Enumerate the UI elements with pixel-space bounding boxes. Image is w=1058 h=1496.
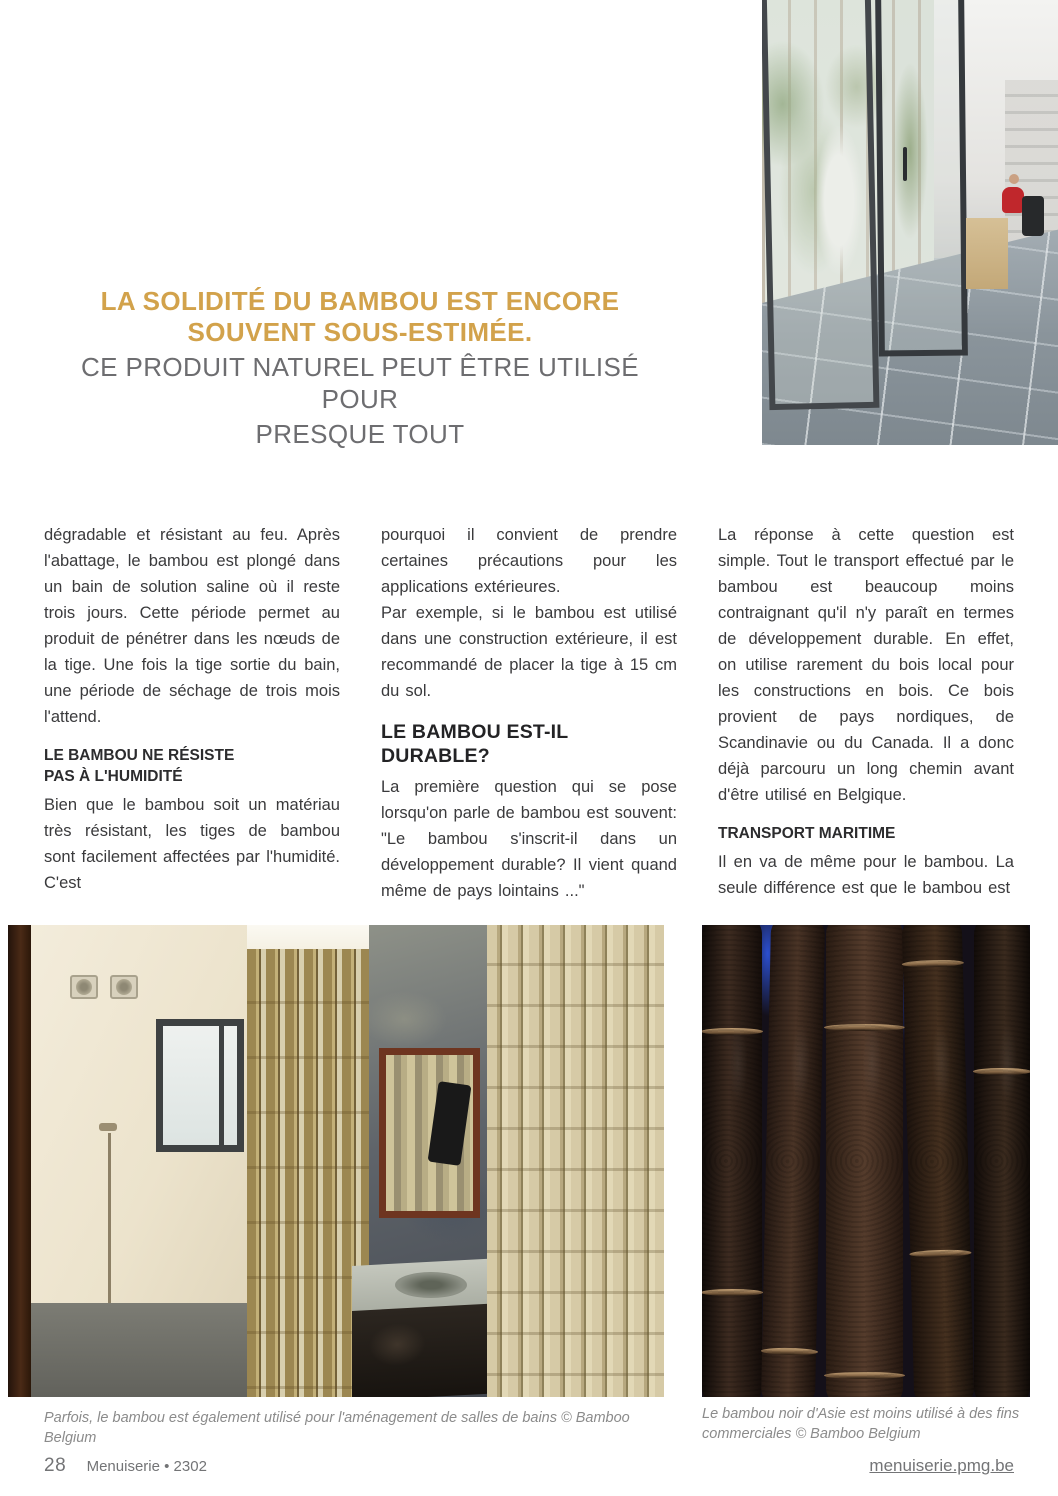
bamboo-node	[824, 1024, 905, 1031]
headline-sub-line2: PRESQUE TOUT	[255, 419, 465, 449]
caption-black-bamboo: Le bambou noir d'Asie est moins utilisé à des fins commerciales © Bamboo Belgium	[702, 1406, 1020, 1442]
subheading-humidity	[44, 745, 340, 787]
bamboo-bathroom-photo	[8, 925, 664, 1397]
paragraph: pourquoi il convient de prendre certaines précautions pour les applications extérieures.	[381, 526, 677, 596]
subheading-line: LE BAMBOU NE RÉSISTE	[44, 747, 235, 764]
headline-accent-line1: LA SOLIDITÉ DU BAMBOU EST ENCORE	[100, 286, 620, 316]
glass-door-panel-right	[876, 0, 969, 356]
bamboo-stalk	[902, 925, 975, 1397]
article-body	[44, 522, 1014, 904]
column-2	[381, 522, 677, 904]
office-chair	[1022, 196, 1044, 236]
paragraph: La réponse à cette question est simple. Tout le transport effectué par le bambou est beaucoup moins contraignant qu'il n'y paraît en termes de développement durable. En effet, on utilise rarement du bois local pour les constructions en bois. Ce bois provient de pays nordiques, de Scandinavie ou du Canada. Il a donc déjà parcouru un long chemin avant d'être utilisé en Belgique.	[718, 526, 1014, 804]
paragraph: dégradable et résistant au feu. Après l'abattage, le bambou est plongé dans un bain de solution saline où il reste trois jours. Cette période permet au produit de pénétrer dans les nœuds de la tige. Une fois la tige sortie du bain, une période de séchage de trois mois l'attend.	[44, 526, 340, 726]
person-in-red	[1002, 187, 1024, 213]
bamboo-wall	[487, 925, 664, 1397]
interior-glass-doors-photo	[762, 0, 1058, 445]
vent-fan	[110, 975, 138, 999]
glass-door-panel-left	[762, 0, 879, 410]
bamboo-node	[761, 1347, 818, 1355]
vent-fan	[70, 975, 98, 999]
bamboo-stalk	[702, 925, 762, 1397]
headline-accent-line2: SOUVENT SOUS-ESTIMÉE.	[187, 317, 533, 347]
bamboo-stalk	[761, 925, 826, 1397]
subheading-line: PAS À L'HUMIDITÉ	[44, 768, 183, 785]
subheading-transport: TRANSPORT MARITIME	[718, 825, 896, 842]
wooden-shelf	[8, 925, 31, 1397]
window	[156, 1019, 245, 1151]
dark-cabinet	[352, 1303, 503, 1397]
mirror	[379, 1048, 481, 1218]
bamboo-node	[910, 1248, 973, 1257]
black-bamboo-photo	[702, 925, 1030, 1397]
bathroom-floor	[31, 1303, 247, 1397]
paragraph: La première question qui se pose lorsqu'on parle de bambou est souvent: "Le bambou s'inscrit-il dans un développement durable? Il vient quand même de pays lointains ..."	[381, 778, 677, 900]
bamboo-node	[973, 1068, 1030, 1075]
paragraph: Il en va de même pour le bambou. La seule différence est que le bambou est	[718, 853, 1014, 897]
person-head	[1009, 174, 1019, 184]
headline-block	[40, 286, 680, 450]
wooden-desk	[966, 218, 1007, 289]
headline-sub-line1: CE PRODUIT NATUREL PEUT ÊTRE UTILISÉ POUR	[80, 352, 640, 414]
sink-basin	[395, 1272, 467, 1298]
column-1	[44, 522, 340, 904]
magazine-issue: Menuiserie • 2302	[86, 1458, 207, 1475]
bamboo-node	[902, 959, 965, 968]
bamboo-node	[824, 1372, 905, 1379]
shower-head	[99, 1123, 117, 1131]
bamboo-stalk	[974, 925, 1030, 1397]
bamboo-node	[702, 1028, 763, 1035]
bamboo-node	[702, 1289, 763, 1296]
section-heading-durable: LE BAMBOU EST-IL DURABLE?	[381, 721, 569, 767]
website-link[interactable]: menuiserie.pmg.be	[869, 1456, 1014, 1475]
footer-left	[44, 1455, 207, 1477]
door-handle	[903, 147, 907, 181]
caption-bathroom: Parfois, le bambou est également utilisé pour l'aménagement de salles de bains © Bamboo Belgium	[44, 1410, 630, 1446]
column-3	[718, 522, 1014, 904]
bamboo-stalk	[826, 925, 904, 1397]
paragraph: Par exemple, si le bambou est utilisé dans une construction extérieure, il est recommandé de placer la tige à 15 cm du sol.	[381, 604, 677, 700]
page-number: 28	[44, 1455, 67, 1476]
shower-pipe	[108, 1133, 111, 1312]
bamboo-partition	[247, 949, 368, 1397]
paragraph: Bien que le bambou soit un matériau très résistant, les tiges de bambou sont facilement affectées par l'humidité. C'est	[44, 796, 340, 892]
